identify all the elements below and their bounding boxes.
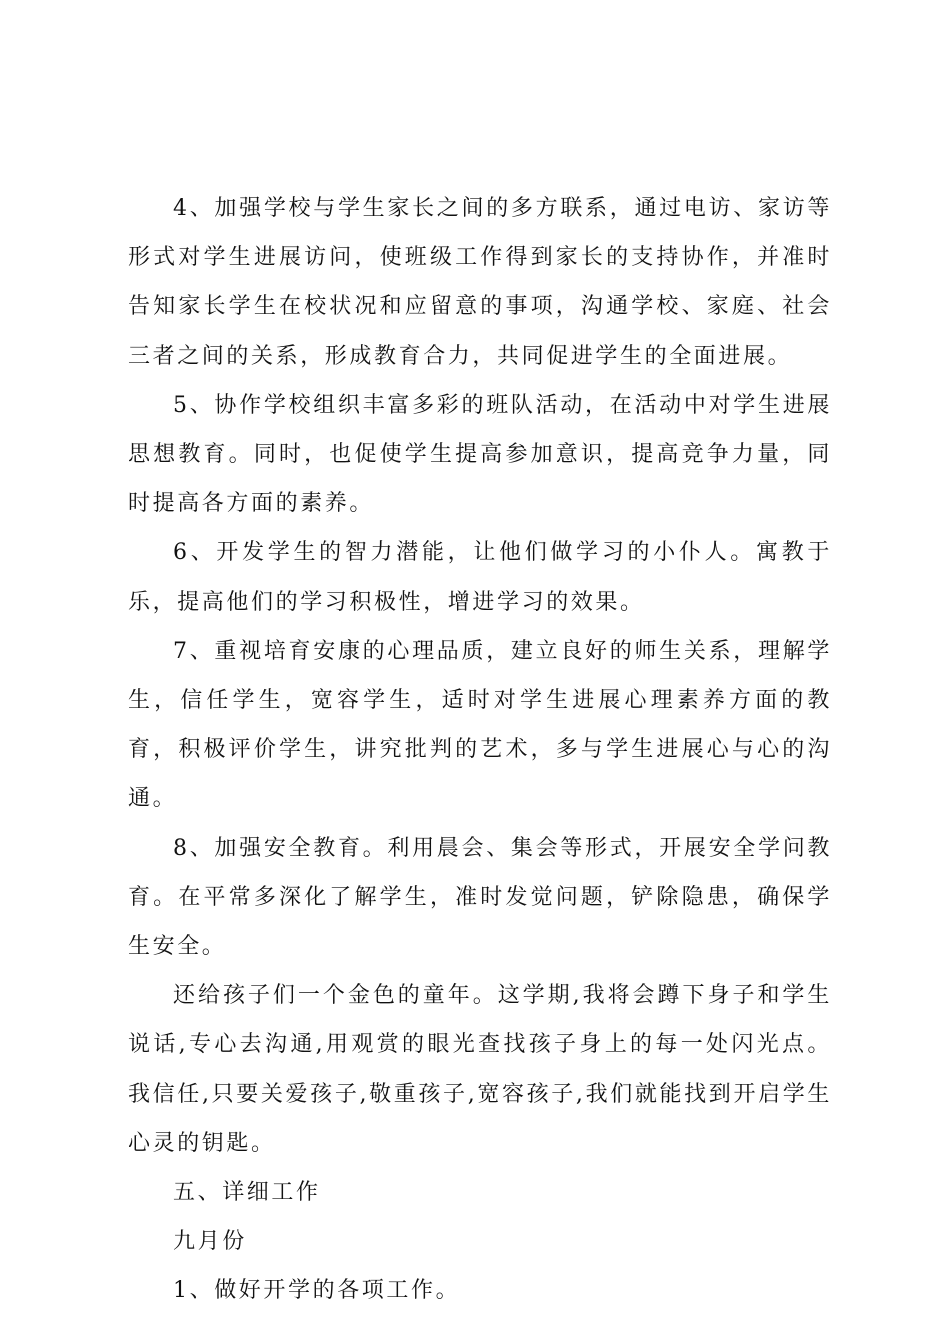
paragraph-item-8: 8、加强安全教育。利用晨会、集会等形式，开展安全学问教育。在平常多深化了解学生，准时发觉问题，铲除隐患，确保学生安全。 [128, 835, 832, 960]
paragraph-item-5: 5、协作学校组织丰富多彩的班队活动，在活动中对学生进展思想教育。同时，也促使学生提高参加意识，提高竞争力量，同时提高各方面的素养。 [128, 392, 832, 517]
paragraph-item-6: 6、开发学生的智力潜能，让他们做学习的小仆人。寓教于乐，提高他们的学习积极性，增进学习的效果。 [128, 540, 832, 615]
paragraph-item-7: 7、重视培育安康的心理品质，建立良好的师生关系，理解学生，信任学生，宽容学生，适时对学生进展心理素养方面的教育，积极评价学生，讲究批判的艺术，多与学生进展心与心的沟通。 [128, 638, 832, 812]
month-heading: 九月份 [173, 1229, 247, 1255]
document-body [128, 184, 832, 1316]
task-item-1: 1、做好开学的各项工作。 [173, 1278, 461, 1304]
paragraph-closing: 还给孩子们一个金色的童年。这学期,我将会蹲下身子和学生说话,专心去沟通,用观赏的眼光查找孩子身上的每一处闪光点。我信任,只要关爱孩子,敬重孩子,宽容孩子,我们就能找到开启学生心灵的钥匙。 [128, 983, 832, 1156]
paragraph-item-4: 4、加强学校与学生家长之间的多方联系，通过电访、家访等形式对学生进展访问，使班级工作得到家长的支持协作，并准时告知家长学生在校状况和应留意的事项，沟通学校、家庭、社会三者之间的关系，形成教育合力，共同促进学生的全面进展。 [128, 196, 832, 369]
section-heading: 五、详细工作 [173, 1180, 321, 1206]
